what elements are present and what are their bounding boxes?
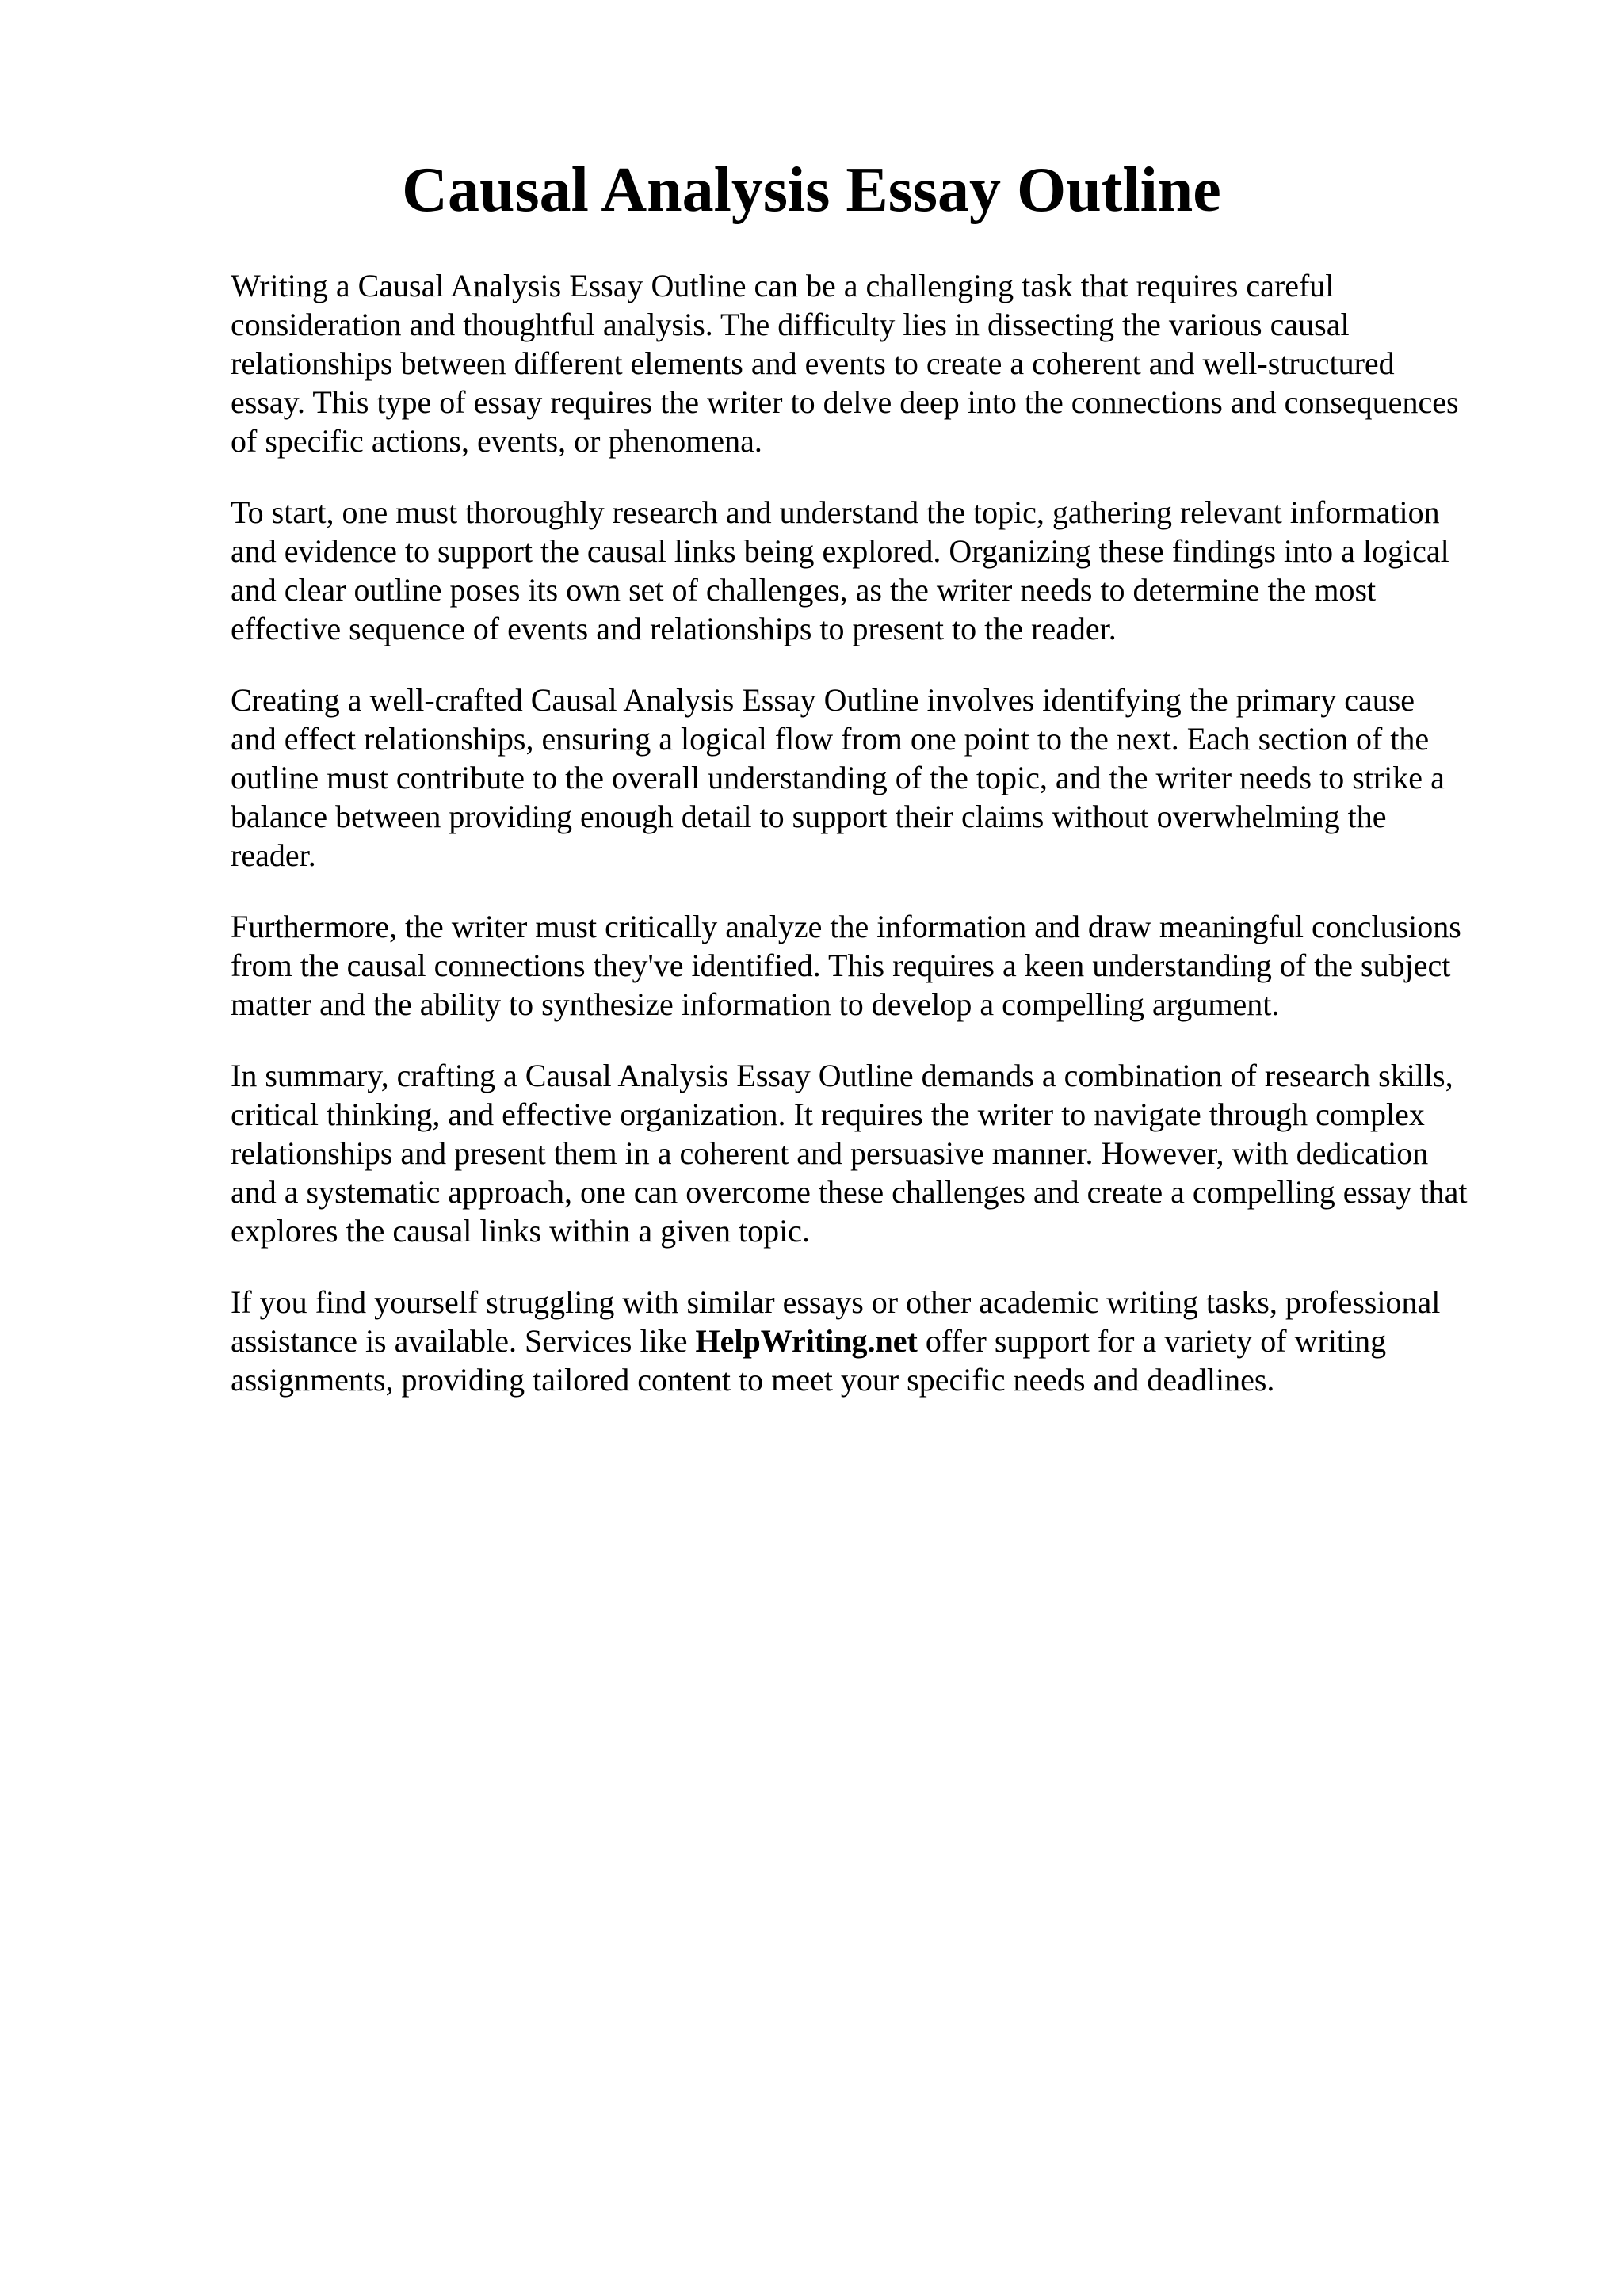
paragraph-line: matter and the ability to synthesize information to develop a compelling argument. [231,986,1280,1022]
paragraph-line: outline must contribute to the overall understanding of the topic, and the writer needs to strike a [231,760,1445,795]
paragraph-line: and evidence to support the causal links being explored. Organizing these findings into a logical [231,533,1449,569]
document-body [231,266,1546,1432]
brand-name: HelpWriting.net [695,1323,918,1359]
paragraph-summary [231,1056,1546,1250]
services-text: assistance is available. Services like [231,1323,696,1359]
paragraph-line: assignments, providing tailored content to meet your specific needs and deadlines. [231,1362,1275,1398]
paragraph-intro [231,266,1546,460]
paragraph-line: Furthermore, the writer must critically analyze the information and draw meaningful conclusions [231,909,1461,944]
paragraph-line: and clear outline poses its own set of challenges, as the writer needs to determine the most [231,572,1377,608]
paragraph-structure [231,681,1546,875]
paragraph-line: critical thinking, and effective organization. It requires the writer to navigate through complex [231,1097,1425,1132]
paragraph-line: explores the causal links within a given topic. [231,1213,810,1249]
paragraph-line: relationships and present them in a coherent and persuasive manner. However, with dedication [231,1135,1429,1171]
paragraph-line: consideration and thoughtful analysis. The difficulty lies in dissecting the various causal [231,307,1350,342]
paragraph-research [231,493,1546,648]
paragraph-line: and effect relationships, ensuring a logical flow from one point to the next. Each section of the [231,721,1430,757]
page-title: Causal Analysis Essay Outline [402,155,1221,225]
paragraph-line: Creating a well-crafted Causal Analysis Essay Outline involves identifying the primary cause [231,682,1415,718]
paragraph-services [231,1283,1546,1399]
paragraph-line: of specific actions, events, or phenomena. [231,423,762,459]
paragraph-line: If you find yourself struggling with similar essays or other academic writing tasks, professional [231,1284,1441,1320]
paragraph-line: relationships between different elements and events to create a coherent and well-structured [231,345,1395,381]
paragraph-line: from the causal connections they've identified. This requires a keen understanding of the subject [231,948,1451,983]
paragraph-line: To start, one must thoroughly research and understand the topic, gathering relevant information [231,494,1440,530]
paragraph-analysis [231,907,1546,1024]
paragraph-line: effective sequence of events and relationships to present to the reader. [231,611,1117,646]
paragraph-line: and a systematic approach, one can overcome these challenges and create a compelling essay that [231,1174,1468,1210]
paragraph-line: essay. This type of essay requires the writer to delve deep into the connections and consequences [231,384,1459,420]
services-text-continued: offer support for a variety of writing [917,1323,1387,1359]
paragraph-line: Writing a Causal Analysis Essay Outline can be a challenging task that requires careful [231,268,1335,303]
paragraph-line: balance between providing enough detail to support their claims without overwhelming the [231,799,1387,834]
paragraph-line: In summary, crafting a Causal Analysis Essay Outline demands a combination of research skills, [231,1058,1453,1093]
paragraph-line [231,1322,1546,1360]
paragraph-line: reader. [231,837,316,873]
